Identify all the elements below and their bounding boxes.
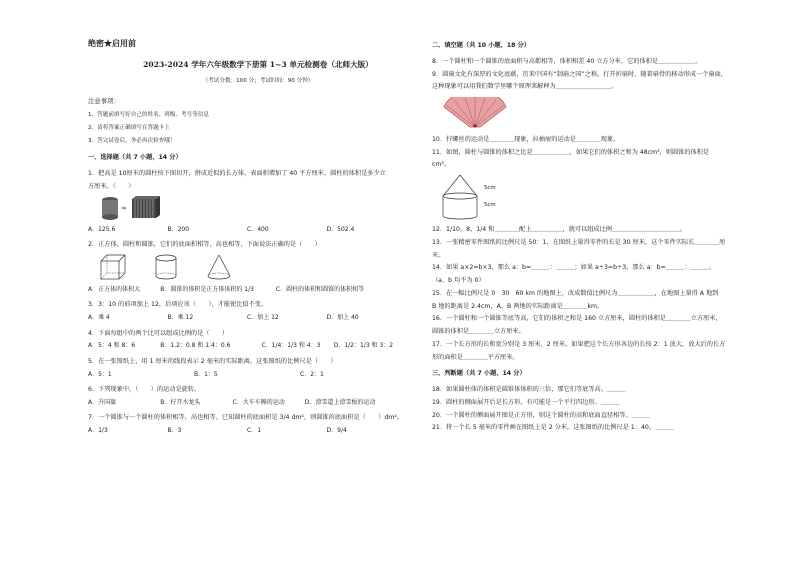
question-15-cont: B 地的距离是 2.4cm，A、B 两地的实际距离是＿＿＿＿km。 (432, 302, 604, 310)
question-21: 21．将一个长 5 毫米的零件画在图纸上是 2 分米，这张图纸的比例尺是 1：40。＿＿＿ (432, 424, 674, 432)
question-11: 11．如图，圆柱与圆锥的体积之比是＿＿＿＿＿＿，如果它们的体积之和为 48cm³，则圆锥的体积是 (432, 148, 710, 156)
option-c[interactable]: C．加上 12 (247, 314, 279, 322)
option-d[interactable]: D．滑雪道上滑雪板的运动 (304, 398, 376, 406)
svg-text:⇒: ⇒ (121, 204, 127, 212)
option-b[interactable]: B．1.2：0.8 和 1.4：0.6 (160, 342, 231, 350)
option-a[interactable]: A．正方体的体积大 (88, 285, 141, 293)
option-b[interactable]: B．拧开水龙头 (160, 398, 201, 406)
note-item: 2．请将答案正确填写在答题卡上 (88, 125, 170, 132)
question-7: 7．一个圆锥与一个圆柱的体积相等，高也相等。已知圆柱的底面积是 3/4 dm²，则圆锥的底面积是（ ）dm²。 (88, 414, 403, 422)
question-12: 12．1/10，8，1/4 和＿＿＿＿配上＿＿＿＿＿，就可以组成比例＿＿＿＿＿＿＿＿＿＿＿。 (432, 226, 687, 233)
section-heading-choice: 一、选择题（共 7 小题，14 分） (88, 154, 182, 162)
question-15: 15．在一幅比例尺是 0 30 60 km 的地图上，改成数值比例尺为＿＿＿＿＿＿，在地图上量得 A 地到 (432, 289, 719, 297)
section-heading-fill: 二、填空题（共 10 小题，18 分） (432, 42, 530, 49)
cube-figure (100, 254, 126, 280)
q11-dimension-labels (484, 185, 496, 209)
section-heading-judge: 三、判断题（共 7 小题，14 分） (432, 370, 526, 378)
question-6: 6．下列现象中，（ ）的运动是旋转。 (88, 386, 201, 394)
option-b[interactable]: B．3 (167, 427, 182, 435)
option-a[interactable]: A．1/3 (88, 427, 108, 435)
option-c[interactable]: C．1/4：1/3 和 4：3 (261, 342, 321, 350)
question-9: 9．圆扇文化有深厚的文化底蕴，历来中国有“制扇之国”之称。打开折扇时，随着扇骨的移动形成一个扇面， (432, 70, 727, 78)
question-8: 8．一个圆柱和一个圆锥的底面积与高都相等，体积相差 40 立方分米，它的体积是＿＿＿＿＿＿。 (432, 57, 702, 65)
option-c[interactable]: C．圆柱的体积和圆锥的体积相等 (275, 285, 365, 293)
option-c[interactable]: C．火车车厢的运动 (232, 398, 285, 406)
question-14-cont: （a、b 均不为 0） (432, 277, 485, 284)
question-17: 17．一个长方形的长和宽分别是 3 厘米、2 厘米。如果把这个长方形各边的长按 2：1 放大，放大后的长方 (432, 340, 726, 348)
right-column (432, 42, 772, 437)
option-a[interactable]: A．乘 4 (88, 314, 110, 322)
question-1: 1．把高是 10厘米的圆柱按下图切开，拼成近似的长方体，表面积增加了 40 平方厘米，圆柱的体积是多少立 (88, 170, 386, 178)
question-5: 5．在一张图纸上，用 1 厘米的线段表示 2 毫米的实际距离，这张图纸的比例尺是（ ） (88, 357, 337, 365)
question-3: 3．3：10 的前项加上 12，后项应该（ ），才能使比值不变。 (88, 301, 268, 309)
q2-figure (100, 254, 428, 280)
question-16-cont: 圆锥的体积是＿＿＿＿立方厘米。 (432, 328, 525, 335)
option-c[interactable]: C．2：1 (300, 370, 324, 378)
option-b[interactable]: B．200 (167, 225, 190, 233)
exam-subtitle: （考试分数：100 分；考试时间：90 分钟） (202, 78, 314, 85)
q1-options (88, 226, 428, 234)
option-b[interactable]: B．1：5 (194, 370, 218, 378)
left-column (88, 38, 428, 443)
q4-options (88, 342, 428, 350)
option-a[interactable]: A．5：4 和 8：6 (88, 342, 136, 350)
folding-fan-figure (440, 97, 510, 129)
question-4: 4．下面每组中的两个比可以组成比例的是（ ） (88, 329, 229, 337)
notes-heading: 注意事项： (88, 97, 120, 106)
option-d[interactable]: D．502.4 (326, 225, 355, 233)
q2-options (88, 286, 428, 294)
cylinder-to-cuboid-figure (100, 196, 162, 220)
question-16: 16．一个圆柱和一个圆锥等底等高，它们的体积之和是 160 立方厘米，圆柱的体积是＿＿＿＿立方厘米， (432, 315, 722, 323)
option-d[interactable]: D．1/2：1/3 和 3：2 (333, 342, 394, 350)
cone-on-cylinder-figure (440, 174, 480, 220)
question-2: 2．正方体、圆柱和圆锥，它们的底面积相等，高也相等，下面说法正确的是（ ） (88, 241, 321, 249)
option-c[interactable]: C．400 (247, 225, 269, 233)
question-11-cont: cm³。 (432, 161, 451, 169)
q3-options (88, 314, 428, 322)
confidential-stamp: 绝密★启用前 (88, 38, 136, 48)
question-9-cont: 这种现象可以用我们数学里哪个原理来解释为＿＿＿＿＿＿＿＿＿。 (432, 83, 618, 91)
cylinder-figure (154, 254, 178, 280)
exam-title: 2023-2024 学年六年级数学下册第 1~3 单元检测卷（北师大版） (143, 60, 373, 69)
option-b[interactable]: B．乘 12 (167, 314, 194, 322)
option-a[interactable]: A．升国旗 (88, 398, 117, 406)
option-d[interactable]: D．9/4 (326, 427, 347, 435)
question-20: 20．一个圆柱的侧面展开图是正方形，则这个圆柱的高和底面直径相等。＿＿＿ (432, 411, 651, 419)
question-13-cont: 米。 (432, 251, 445, 259)
option-b[interactable]: B．圆锥的体积是正方体体积的 1/3 (160, 285, 254, 293)
option-d[interactable]: D．加上 40 (326, 314, 359, 322)
option-c[interactable]: C．1 (247, 427, 262, 435)
question-14: 14．如果 a×2=b×3，那么 a：b=＿＿＿：＿＿＿；如果 a÷3=b÷3，那么 a：b=＿＿＿：＿＿＿。 (432, 264, 716, 272)
option-a[interactable]: A．125.6 (88, 225, 116, 233)
note-item: 3．答完试卷后，务必再次检查哦！ (88, 138, 176, 145)
dimension-label-top: 5cm (484, 185, 496, 192)
q1-figure (100, 196, 428, 220)
dimension-label-bottom: 5cm (484, 202, 496, 208)
question-13: 13．一张精密零件图纸的比例尺是 50：1，在图纸上量得零件的长是 30 厘米，这个零件实际长＿＿＿＿厘 (432, 238, 726, 246)
question-19: 19．圆柱的侧面展开后是长方形，有可能是一个平行四边形。＿＿＿ (432, 398, 620, 406)
q11-figure (440, 174, 772, 220)
question-18: 18．如果圆柱体的体积是圆锥体体积的三倍，那它们等底等高。＿＿＿ (432, 386, 626, 393)
question-10: 10．拧螺丝的运动是＿＿＿＿现象，拉抽屉的运动是＿＿＿＿现象。 (432, 135, 620, 143)
note-item: 1．答题前填写好自己的姓名、班级、考号等信息 (88, 112, 210, 119)
question-1-cont: 方厘米。（ ） (88, 182, 135, 190)
option-a[interactable]: A．5：1 (88, 370, 112, 378)
q7-options (88, 427, 428, 435)
cone-figure (206, 254, 232, 280)
question-17-cont: 形的面积是＿＿＿＿平方厘米。 (432, 353, 519, 361)
q6-options (88, 399, 428, 407)
q5-options (88, 371, 428, 379)
